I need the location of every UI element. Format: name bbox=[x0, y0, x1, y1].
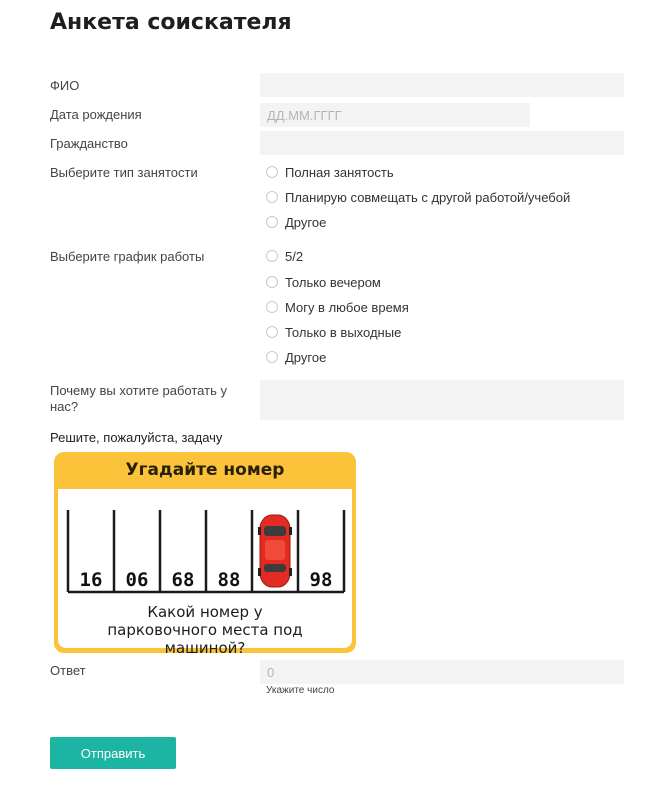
radio-button[interactable] bbox=[266, 351, 278, 363]
schedule-option-weekends[interactable] bbox=[266, 324, 401, 340]
citizenship-label: Гражданство bbox=[50, 136, 128, 151]
radio-label: Другое bbox=[285, 214, 327, 230]
answer-input[interactable] bbox=[260, 660, 624, 684]
page-title: Анкета соискателя bbox=[50, 10, 292, 35]
car-icon bbox=[258, 515, 292, 587]
spot-number: 16 bbox=[79, 569, 103, 591]
motivation-textarea[interactable] bbox=[260, 380, 624, 420]
answer-label: Ответ bbox=[50, 663, 86, 678]
fio-input[interactable] bbox=[260, 73, 624, 97]
radio-label: Другое bbox=[285, 349, 327, 365]
employment-option-other[interactable] bbox=[266, 214, 326, 230]
radio-button[interactable] bbox=[266, 216, 278, 228]
birthdate-label: Дата рождения bbox=[50, 107, 142, 122]
radio-button[interactable] bbox=[266, 250, 278, 262]
radio-label: Только вечером bbox=[285, 274, 381, 290]
spot-number: 98 bbox=[309, 569, 333, 591]
fio-label: ФИО bbox=[50, 78, 80, 93]
radio-label: 5/2 bbox=[285, 248, 304, 264]
employment-option-combine[interactable] bbox=[266, 189, 570, 205]
spot-number: 06 bbox=[125, 569, 149, 591]
puzzle-question: Какой номер у парковочного места под машиной? bbox=[107, 603, 303, 657]
spot-number: 68 bbox=[171, 569, 195, 591]
motivation-label: Почему вы хотите работать у нас? bbox=[50, 383, 227, 414]
radio-label: Полная занятость bbox=[285, 164, 394, 180]
answer-hint: Укажите число bbox=[266, 685, 335, 696]
task-label: Решите, пожалуйста, задачу bbox=[50, 430, 223, 445]
schedule-option-5-2[interactable] bbox=[266, 248, 303, 264]
schedule-label: Выберите график работы bbox=[50, 249, 205, 264]
radio-button[interactable] bbox=[266, 166, 278, 178]
radio-button[interactable] bbox=[266, 191, 278, 203]
citizenship-input[interactable] bbox=[260, 131, 624, 155]
schedule-option-anytime[interactable] bbox=[266, 299, 409, 315]
radio-button[interactable] bbox=[266, 276, 278, 288]
schedule-option-other[interactable] bbox=[266, 349, 326, 365]
birthdate-input[interactable] bbox=[260, 103, 530, 127]
puzzle-title: Угадайте номер bbox=[125, 460, 285, 480]
puzzle-image bbox=[54, 452, 356, 657]
radio-label: Только в выходные bbox=[285, 324, 402, 340]
radio-button[interactable] bbox=[266, 301, 278, 313]
radio-label: Могу в любое время bbox=[285, 299, 409, 315]
radio-button[interactable] bbox=[266, 326, 278, 338]
submit-button[interactable]: Отправить bbox=[50, 737, 176, 769]
schedule-option-evening[interactable] bbox=[266, 274, 381, 290]
employment-type-label: Выберите тип занятости bbox=[50, 165, 198, 180]
employment-option-full[interactable] bbox=[266, 164, 394, 180]
spot-number: 88 bbox=[217, 569, 241, 591]
radio-label: Планирую совмещать с другой работой/учебой bbox=[285, 189, 571, 205]
